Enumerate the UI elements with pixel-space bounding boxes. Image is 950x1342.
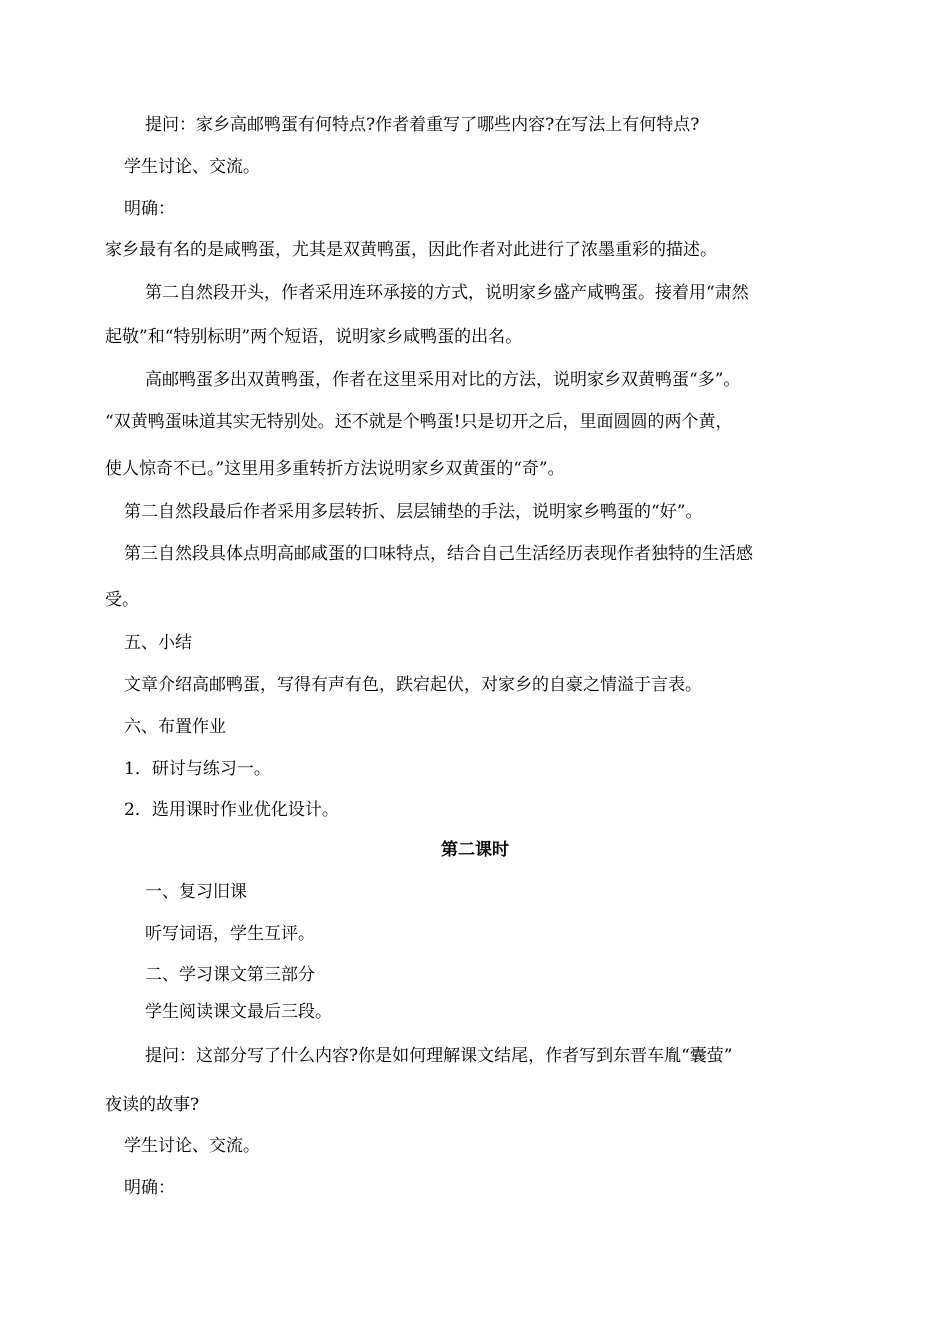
section-homework: 六、布置作业 [124, 717, 226, 737]
paragraph-line: 受。 [105, 590, 139, 610]
paragraph-line: “双黄鸭蛋味道其实无特别处。还不就是个鸭蛋!只是切开之后，里面圆圆的两个黄， [105, 412, 733, 432]
paragraph-line: 第二自然段开头，作者采用连环承接的方式，说明家乡盛产咸鸭蛋。接着用“肃然 [145, 283, 749, 303]
paragraph-line: 第三自然段具体点明高邮咸蛋的口味特点，结合自己生活经历表现作者独特的生活感 [124, 544, 753, 564]
question-1: 提问：家乡高邮鸭蛋有何特点?作者着重写了哪些内容?在写法上有何特点? [145, 115, 700, 135]
discussion-2: 学生讨论、交流。 [124, 1136, 260, 1156]
clarify-label-1: 明确： [124, 199, 175, 219]
section-review: 一、复习旧课 [145, 882, 247, 902]
paragraph-line: 听写词语，学生互评。 [145, 924, 315, 944]
clarify-label-2: 明确： [124, 1178, 175, 1198]
paragraph-line: 夜读的故事? [105, 1095, 200, 1115]
homework-item-2: 2．选用课时作业优化设计。 [124, 800, 339, 820]
paragraph-line: 学生阅读课文最后三段。 [145, 1002, 332, 1022]
question-2: 提问：这部分写了什么内容?你是如何理解课文结尾，作者写到东晋车胤“囊萤” [145, 1046, 733, 1066]
lesson-heading: 第二课时 [441, 840, 509, 860]
paragraph-line: 使人惊奇不已。”这里用多重转折方法说明家乡双黄蛋的“奇”。 [105, 459, 565, 479]
homework-item-1: 1．研讨与练习一。 [124, 759, 271, 779]
section-summary: 五、小结 [124, 633, 192, 653]
paragraph-line: 家乡最有名的是咸鸭蛋，尤其是双黄鸭蛋，因此作者对此进行了浓墨重彩的描述。 [105, 240, 717, 260]
section-study: 二、学习课文第三部分 [145, 965, 315, 985]
discussion-1: 学生讨论、交流。 [124, 157, 260, 177]
paragraph-line: 起敬”和“特别标明”两个短语，说明家乡咸鸭蛋的出名。 [105, 327, 523, 347]
paragraph-line: 第二自然段最后作者采用多层转折、层层铺垫的手法，说明家乡鸭蛋的“好”。 [124, 502, 703, 522]
paragraph-line: 文章介绍高邮鸭蛋，写得有声有色，跌宕起伏，对家乡的自豪之情溢于言表。 [124, 675, 702, 695]
paragraph-line: 高邮鸭蛋多出双黄鸭蛋，作者在这里采用对比的方法，说明家乡双黄鸭蛋“多”。 [145, 370, 741, 390]
